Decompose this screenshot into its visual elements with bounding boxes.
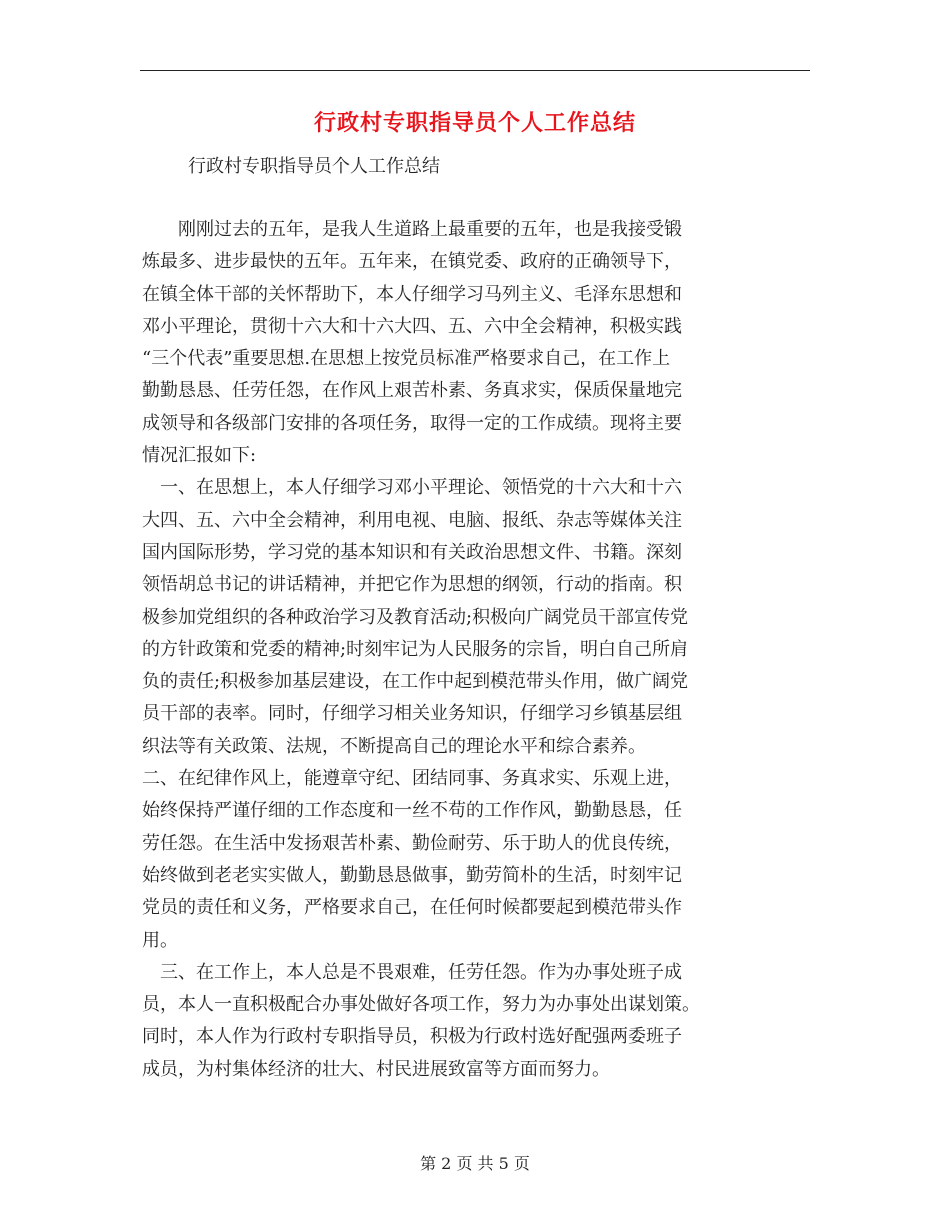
- body-text-line: 的方针政策和党委的精神;时刻牢记为人民服务的宗旨，明白自己所肩: [142, 638, 689, 660]
- page-footer: [0, 1152, 950, 1176]
- header-rule: [140, 70, 810, 71]
- body-text-line: 二、在纪律作风上，能遵章守纪、团结同事、务真求实、乐观上进，: [142, 768, 682, 790]
- body-text-line: 领悟胡总书记的讲话精神，并把它作为思想的纲领，行动的指南。积: [142, 574, 682, 596]
- body-text-line: 负的责任;积极参加基层建设，在工作中起到模范带头作用，做广阔党: [142, 671, 689, 693]
- document-title: 行政村专职指导员个人工作总结: [313, 111, 636, 136]
- body-text-line: 始终保持严谨仔细的工作态度和一丝不苟的工作作风，勤勤恳恳，任: [142, 800, 682, 822]
- body-text-line: 同时，本人作为行政村专职指导员，积极为行政村选好配强两委班子: [142, 1026, 682, 1048]
- body-text-line: 党员的责任和义务，严格要求自己，在任何时候都要起到模范带头作: [142, 897, 682, 919]
- body-text-line: 国内国际形势，学习党的基本知识和有关政治思想文件、书籍。深刻: [142, 541, 682, 563]
- body-text-line: 勤勤恳恳、任劳任怨，在作风上艰苦朴素、务真求实，保质保量地完: [142, 380, 682, 402]
- document-subtitle: 行政村专职指导员个人工作总结: [188, 156, 440, 177]
- body-text-line: “三个代表”重要思想.在思想上按党员标准严格要求自己，在工作上: [142, 348, 671, 370]
- body-text-line: 炼最多、进步最快的五年。五年来，在镇党委、政府的正确领导下，: [142, 251, 682, 273]
- body-text-line: 员干部的表率。同时，仔细学习相关业务知识，仔细学习乡镇基层组: [142, 703, 682, 725]
- document-body: [142, 214, 812, 1086]
- body-text-line: 邓小平理论，贯彻十六大和十六大四、五、六中全会精神，积极实践: [142, 315, 682, 337]
- body-text-line: 三、在工作上，本人总是不畏艰难，任劳任怨。作为办事处班子成: [142, 961, 682, 983]
- body-text-line: 劳任怨。在生活中发扬艰苦朴素、勤俭耐劳、乐于助人的优良传统，: [142, 832, 682, 854]
- body-text-line: 始终做到老老实实做人，勤勤恳恳做事，勤劳简朴的生活，时刻牢记: [142, 864, 682, 886]
- body-text-line: 在镇全体干部的关怀帮助下，本人仔细学习马列主义、毛泽东思想和: [142, 283, 682, 305]
- body-text-line: 情况汇报如下:: [142, 445, 257, 467]
- body-text-line: 刚刚过去的五年，是我人生道路上最重要的五年，也是我接受锻: [142, 219, 682, 240]
- page-number-label: 第 2 页 共 5 页: [420, 1154, 530, 1173]
- body-text-line: 极参加党组织的各种政治学习及教育活动;积极向广阔党员干部宣传党: [142, 606, 689, 628]
- body-text-line: 用。: [142, 929, 178, 951]
- body-text-line: 织法等有关政策、法规，不断提高自己的理论水平和综合素养。: [142, 735, 646, 757]
- body-text-line: 员，本人一直积极配合办事处做好各项工作，努力为办事处出谋划策。: [142, 994, 700, 1016]
- body-text-line: 大四、五、六中全会精神，利用电视、电脑、报纸、杂志等媒体关注: [142, 509, 682, 531]
- body-text-line: 成员，为村集体经济的壮大、村民进展致富等方面而努力。: [142, 1058, 610, 1080]
- body-text-line: 成领导和各级部门安排的各项任务，取得一定的工作成绩。现将主要: [142, 412, 682, 434]
- body-text-line: 一、在思想上，本人仔细学习邓小平理论、领悟党的十六大和十六: [142, 477, 682, 499]
